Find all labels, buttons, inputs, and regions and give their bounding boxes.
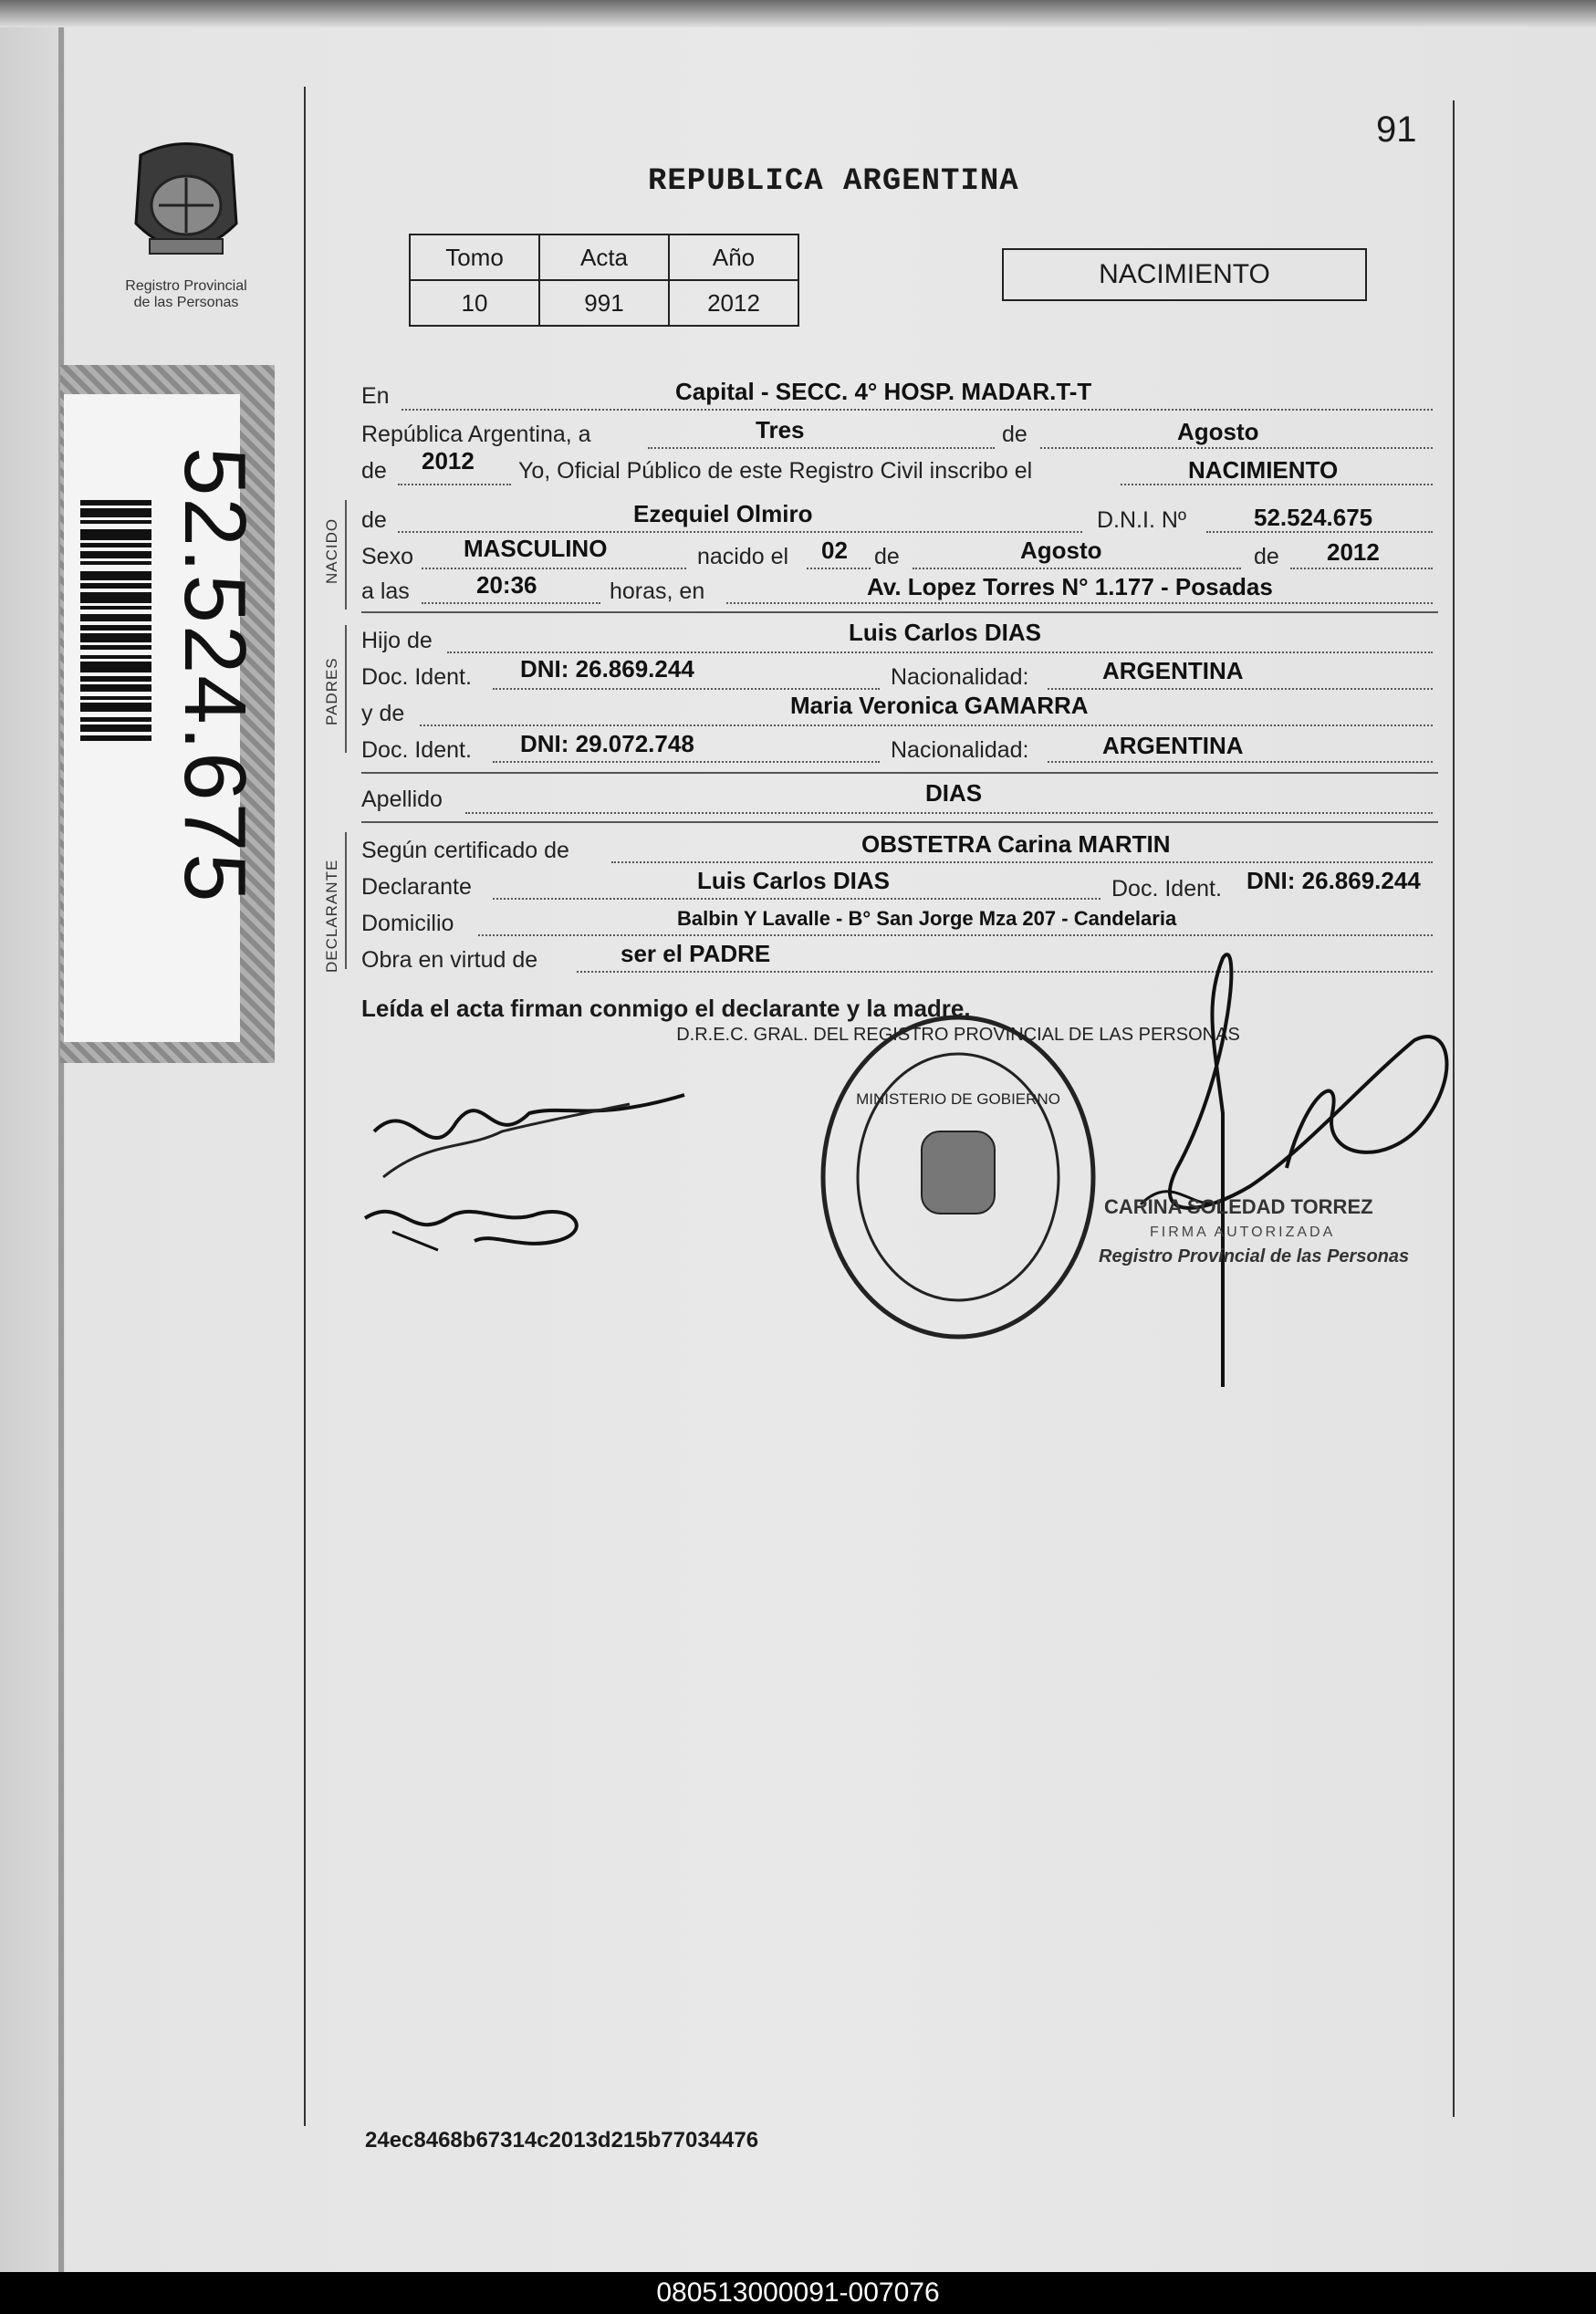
- padre-nac-label: Nacionalidad:: [891, 664, 1029, 690]
- domicilio-value: Balbin Y Lavalle - B° San Jorge Mza 207 - Candelaria: [677, 907, 1177, 930]
- a-las-label: a las: [361, 578, 410, 604]
- sexo-label: Sexo: [361, 544, 413, 569]
- padres-section-label: PADRES: [323, 657, 340, 725]
- hijo-de-label: Hijo de: [361, 628, 433, 653]
- seal-outer-text: D.R.E.C. GRAL. DEL REGISTRO PROVINCIAL DE LAS PERSONAS: [676, 1025, 1240, 1045]
- barcode-bar: [80, 684, 151, 692]
- barcode-bar: [80, 500, 151, 506]
- anio-header: Año: [669, 235, 798, 280]
- top-edge-shadow: [0, 0, 1596, 27]
- en-value: Capital - SECC. 4° HOSP. MADAR.T-T: [675, 378, 1092, 405]
- barcode-bar: [80, 655, 151, 659]
- nacido-section-label: NACIDO: [323, 517, 340, 584]
- obra-label: Obra en virtud de: [361, 947, 538, 973]
- register-table: [409, 234, 799, 327]
- nacido-anio-value: 2012: [1327, 538, 1380, 566]
- de3-label: de: [361, 507, 387, 533]
- segun-value: OBSTETRA Carina MARTIN: [861, 830, 1171, 858]
- closing-statement: Leída el acta firman conmigo el declarante y la madre.: [361, 995, 971, 1022]
- record-type-box: NACIMIENTO: [1002, 248, 1367, 301]
- declarante-bracket: [345, 832, 347, 969]
- nacido-mes-value: Agosto: [1020, 537, 1102, 564]
- rule-after-nacido: [361, 611, 1438, 613]
- nacido-bracket: [345, 500, 347, 610]
- barcode-bar: [80, 676, 151, 682]
- padre-doc-dots: [493, 688, 880, 690]
- nacido-dia-value: 02: [821, 537, 848, 564]
- declarante-value: Luis Carlos DIAS: [697, 867, 890, 894]
- padre-doc-label: Doc. Ident.: [361, 664, 472, 690]
- barcode-bar: [80, 703, 151, 712]
- barcode-bar: [80, 529, 151, 540]
- en-dots: [402, 409, 1433, 411]
- declarante-label: Declarante: [361, 874, 472, 900]
- apellido-label: Apellido: [361, 787, 443, 812]
- page-fold: [58, 0, 64, 2272]
- madre-nac-label: Nacionalidad:: [891, 737, 1029, 763]
- de5-label: de: [1254, 544, 1279, 569]
- left-margin-line: [304, 87, 306, 2126]
- provincial-seal-icon: [113, 137, 259, 274]
- declarant-signature: [356, 1068, 694, 1268]
- barcode-bar: [80, 561, 151, 565]
- barcode-bar: [80, 508, 151, 517]
- padre-nac-value: ARGENTINA: [1102, 657, 1244, 684]
- barcode-bar: [80, 735, 151, 741]
- segun-dots: [611, 861, 1433, 863]
- barcode-bar: [80, 614, 151, 621]
- yo-text: Yo, Oficial Público de este Registro Civil inscribo el: [518, 458, 1033, 484]
- padre-doc-value: DNI: 26.869.244: [520, 655, 694, 683]
- barcode-bar: [80, 543, 151, 547]
- inscribo-value: NACIMIENTO: [1188, 456, 1339, 484]
- dia-value: Tres: [756, 416, 805, 443]
- barcode-bar: [80, 551, 151, 558]
- domicilio-label: Domicilio: [361, 911, 454, 936]
- nombre-value: Ezequiel Olmiro: [633, 500, 813, 527]
- y-de-label: y de: [361, 701, 405, 726]
- anio-dots: [398, 484, 511, 485]
- tomo-value: 10: [410, 280, 539, 326]
- barcode-bar: [80, 696, 151, 700]
- anio-value-field: 2012: [422, 447, 475, 474]
- barcode-bar: [80, 520, 151, 524]
- barcode-bar: [80, 571, 151, 580]
- logo-caption-line1: Registro Provincial: [125, 278, 247, 294]
- republica-label: República Argentina, a: [361, 422, 591, 447]
- dia-dots: [648, 447, 995, 449]
- barcode-bar: [80, 645, 151, 650]
- hora-dots: [422, 602, 600, 604]
- declarante-doc-value: DNI: 26.869.244: [1247, 867, 1421, 894]
- horas-en-label: horas, en: [610, 578, 705, 604]
- apellido-dots: [465, 812, 1433, 814]
- padre-nac-dots: [1048, 688, 1433, 690]
- declarante-section-label: DECLARANTE: [323, 859, 340, 973]
- seal-inner-text: MINISTERIO DE GOBIERNO: [856, 1090, 1060, 1108]
- sexo-dots: [422, 568, 686, 569]
- madre-doc-dots: [493, 761, 880, 763]
- lugar-value: Av. Lopez Torres N° 1.177 - Posadas: [867, 573, 1273, 600]
- barcode-bar: [80, 724, 151, 732]
- officer-office: Registro Provincial de las Personas: [1099, 1246, 1410, 1266]
- country-title: REPUBLICA ARGENTINA: [648, 164, 1019, 199]
- nacido-dia-dots: [807, 568, 871, 569]
- acta-header: Acta: [539, 235, 669, 280]
- madre-nac-dots: [1048, 761, 1433, 763]
- officer-signature: [1122, 931, 1469, 1387]
- lugar-dots: [726, 602, 1433, 604]
- segun-label: Según certificado de: [361, 838, 569, 863]
- rule-after-apellido: [361, 821, 1438, 823]
- barcode-bar: [80, 583, 151, 589]
- barcode-bar: [80, 625, 151, 631]
- de2-label: de: [361, 458, 387, 484]
- declarante-doc-label: Doc. Ident.: [1111, 876, 1222, 902]
- officer-role: FIRMA AUTORIZADA: [1150, 1225, 1336, 1240]
- footer-code: 080513000091-007076: [0, 2272, 1596, 2314]
- barcode-bar: [80, 717, 151, 722]
- declarante-dots: [493, 898, 1101, 900]
- barcode-bars-icon: [80, 500, 151, 929]
- nacido-el-label: nacido el: [697, 544, 789, 569]
- madre-doc-label: Doc. Ident.: [361, 737, 472, 763]
- document-hash: 24ec8468b67314c2013d215b77034476: [365, 2128, 759, 2152]
- barcode-bar: [80, 633, 151, 642]
- registro-logo: [113, 137, 259, 319]
- obra-value: ser el PADRE: [621, 940, 771, 967]
- mes-value: Agosto: [1177, 418, 1259, 445]
- hora-value: 20:36: [476, 571, 537, 599]
- barcode-bar: [80, 606, 151, 610]
- dni-value: 52.524.675: [1254, 504, 1373, 531]
- padre-dots: [447, 651, 1433, 653]
- sexo-value: MASCULINO: [464, 535, 608, 562]
- barcode-number: 52.524.675: [166, 447, 264, 904]
- barcode-bar: [80, 662, 151, 672]
- tomo-header: Tomo: [410, 235, 539, 280]
- madre-dots: [420, 724, 1433, 726]
- anio-value: 2012: [669, 280, 798, 326]
- acta-value: 991: [539, 280, 669, 326]
- nacido-anio-dots: [1290, 568, 1433, 569]
- mes-dots: [1040, 447, 1433, 449]
- page-number: 91: [1376, 109, 1417, 150]
- nombre-dots: [398, 531, 1082, 533]
- padre-value: Luis Carlos DIAS: [849, 619, 1041, 646]
- barcode-bar: [80, 592, 151, 603]
- padres-bracket: [345, 625, 347, 753]
- left-binding-strip: [0, 0, 60, 2272]
- madre-value: Maria Veronica GAMARRA: [790, 692, 1089, 719]
- en-label: En: [361, 383, 390, 409]
- de4-label: de: [874, 544, 900, 569]
- nacido-mes-dots: [913, 568, 1241, 569]
- madre-doc-value: DNI: 29.072.748: [520, 730, 694, 757]
- rule-after-padres: [361, 772, 1438, 774]
- logo-caption-line2: de las Personas: [133, 295, 239, 310]
- madre-nac-value: ARGENTINA: [1102, 732, 1244, 759]
- apellido-value: DIAS: [925, 779, 983, 807]
- de-label: de: [1002, 422, 1027, 447]
- dni-label: D.N.I. Nº: [1097, 507, 1187, 533]
- officer-name: CARINA SOLEDAD TORREZ: [1104, 1195, 1373, 1218]
